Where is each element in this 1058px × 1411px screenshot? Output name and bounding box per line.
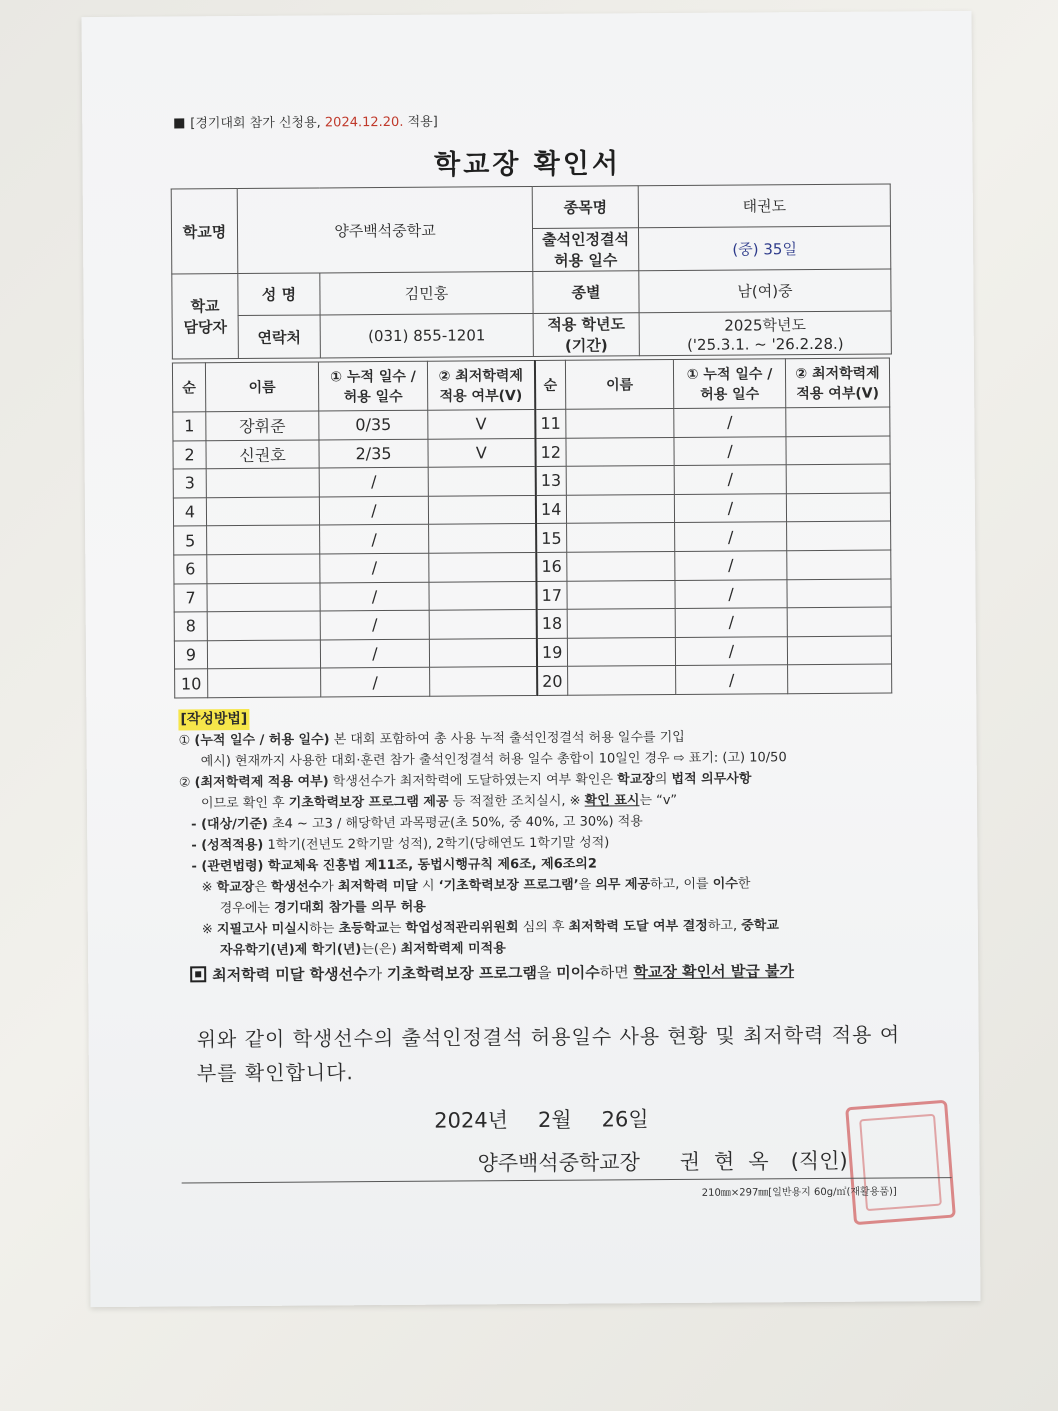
row-check: [429, 610, 536, 639]
row-no: 4: [173, 498, 206, 527]
note-2: ② (최저학력제 적용 여부) 학생선수가 최저학력에 도달하였는지 여부 확인은 학교장의 법적 의무사항: [178, 771, 752, 791]
row-days: /: [675, 608, 787, 637]
principal-signature: [477, 1145, 847, 1178]
col-days: ① 누적 일수 / 허용 일수: [318, 361, 427, 411]
row-days: /: [675, 636, 787, 665]
note-2-cont: 이므로 확인 후 기초학력보장 프로그램 제공 등 적절한 조치실시, ※ 확인 표시는 “v”: [200, 792, 678, 812]
row-days: /: [320, 525, 429, 554]
row-name: [566, 437, 674, 466]
row-check: [787, 636, 891, 665]
row-days: /: [674, 493, 786, 522]
row-no: 16: [536, 552, 567, 581]
row-days: /: [675, 579, 787, 608]
row-no: 19: [536, 638, 567, 667]
seal-label: (직인): [790, 1148, 848, 1174]
row-name: [208, 668, 321, 697]
row-no: 14: [535, 495, 566, 524]
row-no: 10: [175, 669, 208, 698]
event-label: 종목명: [532, 186, 638, 229]
row-name: [567, 637, 675, 666]
row-days: /: [674, 408, 786, 437]
row-name: [207, 640, 320, 669]
name-label: 성 명: [238, 273, 320, 316]
row-days: /: [674, 436, 786, 465]
row-check: [429, 581, 536, 610]
info-table: [171, 183, 892, 359]
row-days: /: [321, 668, 430, 697]
row-check: V: [428, 409, 535, 438]
row-no: 5: [174, 526, 207, 555]
row-days: /: [320, 582, 429, 611]
row-name: [207, 611, 320, 640]
note-remark-2: ※ 지필고사 미실시하는 초등학교는 학업성적관리위원회 심의 후 최저학력 도달 여부 결정하고, 중학교: [201, 918, 779, 938]
row-check: [786, 464, 890, 493]
row-name: [207, 583, 320, 612]
row-name: [206, 497, 319, 526]
table-row: [175, 664, 892, 698]
event-value: 태권도: [638, 184, 890, 228]
student-table: [172, 357, 892, 698]
row-days: /: [675, 551, 787, 580]
row-check: V: [428, 438, 535, 467]
col-no: 순: [534, 360, 565, 409]
paper-spec: 210㎜×297㎜[일반용지 60g/㎡(재활용품)]: [701, 1186, 897, 1199]
row-days: /: [676, 665, 788, 694]
row-name: [567, 551, 675, 580]
row-no: 8: [174, 612, 207, 641]
row-check: [786, 407, 890, 436]
row-check: [429, 638, 536, 667]
row-name: [567, 580, 675, 609]
row-no: 2: [173, 440, 206, 469]
instructions-heading: [작성방법]: [178, 709, 249, 730]
school-value: 양주백석중학교: [237, 186, 533, 273]
note-1: ① (누적 일수 / 허용 일수) 본 대회 포함하여 총 사용 누적 출석인정결석 허용 일수를 기입: [178, 729, 685, 749]
row-name: 신권호: [206, 440, 319, 469]
row-name: [566, 466, 674, 495]
row-days: /: [319, 467, 428, 496]
confirmation-text: 위와 같이 학생선수의 출석인정결석 허용일수 사용 현황 및 최저학력 적용 여부를 확인합니다.: [196, 1022, 901, 1086]
issue-date: 2024년 2월 26일: [434, 1107, 649, 1133]
official-seal-stamp: [845, 1100, 956, 1225]
row-days: /: [319, 496, 428, 525]
gender-value: 남(여)중: [639, 269, 891, 313]
tag-date: 2024.12.20.: [324, 114, 404, 131]
square-bullet-icon: [174, 118, 184, 128]
note-grade: - (성적적용) 1학기(전년도 2학기말 성적), 2학기(당해연도 1학기말 성적): [191, 835, 610, 854]
checkbox-bullet-icon: [190, 966, 206, 982]
contact-label: 연락처: [238, 315, 320, 359]
row-check: [428, 467, 535, 496]
row-name: 장휘준: [206, 411, 319, 440]
staff-label: 학교 담당자: [172, 274, 239, 359]
row-name: [566, 494, 674, 523]
note-remark-1-cont: 경우에는 경기대회 참가를 의무 허용: [219, 899, 426, 917]
row-check: [786, 436, 890, 465]
page-title: 학교장 확인서: [433, 148, 622, 181]
row-check: [429, 524, 536, 553]
note-law: - (관련법령) 학교체육 진흥법 제11조, 동법시행규칙 제6조, 제6조의2: [191, 856, 597, 875]
row-name: [206, 468, 319, 497]
allow-value: (중) 35일: [638, 226, 890, 271]
row-no: 13: [535, 466, 566, 495]
row-no: 9: [174, 641, 207, 670]
principal-title: 양주백석중학교장: [477, 1150, 640, 1176]
row-no: 17: [536, 581, 567, 610]
row-no: 12: [535, 438, 566, 467]
row-days: 0/35: [319, 410, 428, 439]
col-days: ① 누적 일수 / 허용 일수: [673, 359, 785, 409]
row-no: 7: [174, 583, 207, 612]
col-no: 순: [172, 363, 205, 412]
form-tag: [경기대회 참가 신청용, 2024.12.20. 적용]: [174, 111, 438, 132]
row-no: 18: [536, 609, 567, 638]
col-min: ② 최저학력제 적용 여부(V): [427, 360, 534, 410]
row-check: [429, 552, 536, 581]
row-days: /: [674, 465, 786, 494]
note-remark-1: ※ 학교장은 학생선수가 최저학력 미달 시 ‘기초학력보장 프로그램’을 의무 제공하고, 이를 이수한: [201, 876, 751, 896]
row-name: [207, 554, 320, 583]
row-check: [787, 550, 891, 579]
year-label: 적용 학년도 (기간): [533, 313, 639, 357]
col-min: ② 최저학력제 적용 여부(V): [785, 358, 889, 408]
document-page: [82, 11, 981, 1307]
row-check: [787, 579, 891, 608]
col-name: 이름: [565, 359, 673, 409]
row-check: [787, 607, 891, 636]
row-name: [568, 666, 676, 695]
school-label: 학교명: [171, 189, 238, 274]
row-no: 20: [537, 667, 568, 696]
row-check: [787, 521, 891, 550]
row-no: 1: [173, 412, 206, 441]
row-check: [786, 493, 890, 522]
row-name: [207, 525, 320, 554]
row-name: [567, 523, 675, 552]
row-no: 11: [535, 409, 566, 438]
row-no: 3: [173, 469, 206, 498]
row-check: [788, 664, 892, 693]
row-no: 15: [536, 524, 567, 553]
instructions: [178, 704, 920, 986]
principal-name: 권현옥: [679, 1149, 783, 1174]
name-value: 김민홍: [320, 271, 533, 314]
note-remark-2-cont: 자유학기(년)제 학기(년)는(은) 최저학력제 미적용: [219, 941, 506, 959]
note-target: - (대상/기준) 초4 ~ 고3 / 해당학년 과목평균(초 50%, 중 40%, 고 30%) 적용: [191, 814, 643, 833]
contact-value: (031) 855-1201: [320, 313, 533, 357]
row-check: [428, 495, 535, 524]
col-name: 이름: [205, 362, 318, 412]
allow-label: 출석인정결석 허용 일수: [532, 228, 638, 272]
gender-label: 종별: [533, 271, 639, 314]
row-name: [567, 609, 675, 638]
note-final: 최저학력 미달 학생선수가 기초학력보장 프로그램을 미이수하면 학교장 확인서 발급 불가: [180, 960, 920, 986]
row-check: [430, 667, 537, 696]
row-days: /: [675, 522, 787, 551]
note-1-example: 예시) 현재까지 사용한 대회·훈련 참가 출석인정결석 허용 일수 총합이 10일인 경우 ⇨ 표기: (고) 10/50: [200, 750, 787, 770]
year-value: 2025학년도 ('25.3.1. ~ '26.2.28.): [639, 311, 891, 356]
row-name: [566, 408, 674, 437]
row-no: 6: [174, 555, 207, 584]
row-days: /: [320, 639, 429, 668]
row-days: 2/35: [319, 439, 428, 468]
row-days: /: [320, 610, 429, 639]
row-days: /: [320, 553, 429, 582]
